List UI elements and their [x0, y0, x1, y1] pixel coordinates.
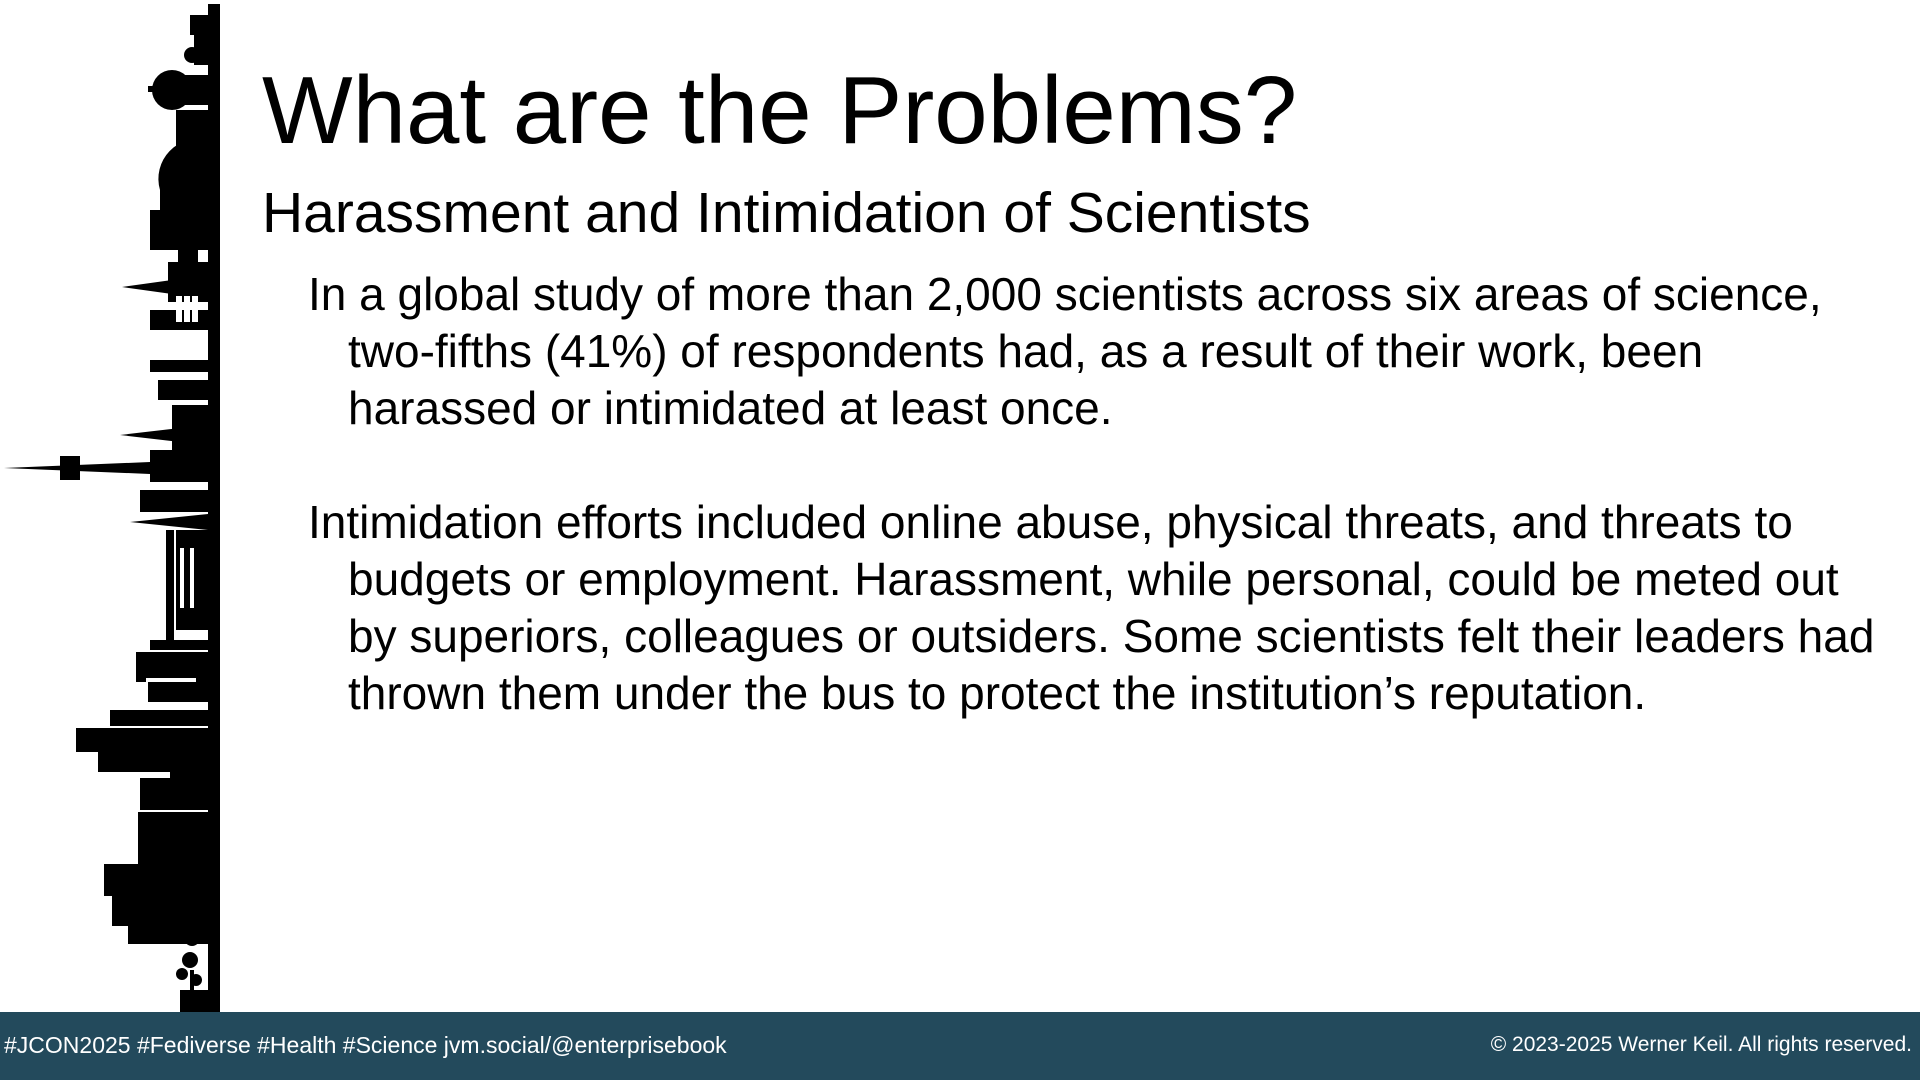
- body-paragraph-intimidation: Intimidation efforts included online abuse, physical threats, and threats to budgets or employment. Harassment, while personal, could be meted out by superiors, colleagues or outsiders. Some scientists felt their leaders had thrown them under the bus to protect the institution’s reputation.: [308, 496, 1875, 719]
- city-skyline-icon: [0, 0, 230, 1012]
- footer-hashtags: #JCON2025 #Fediverse #Health #Science jvm.social/@enterprisebook: [4, 1032, 727, 1058]
- footer-bar: [0, 1012, 1920, 1080]
- footer-copyright: © 2023-2025 Werner Keil. All rights reserved.: [1490, 1033, 1912, 1056]
- slide-subtitle: Harassment and Intimidation of Scientists: [262, 181, 1311, 245]
- slide-body: [308, 266, 1878, 779]
- body-paragraph-study: In a global study of more than 2,000 scientists across six areas of science, two-fifths (41%) of respondents had, as a result of their work, been harassed or intimidated at least once.: [308, 268, 1822, 434]
- slide-title: What are the Problems?: [262, 57, 1298, 164]
